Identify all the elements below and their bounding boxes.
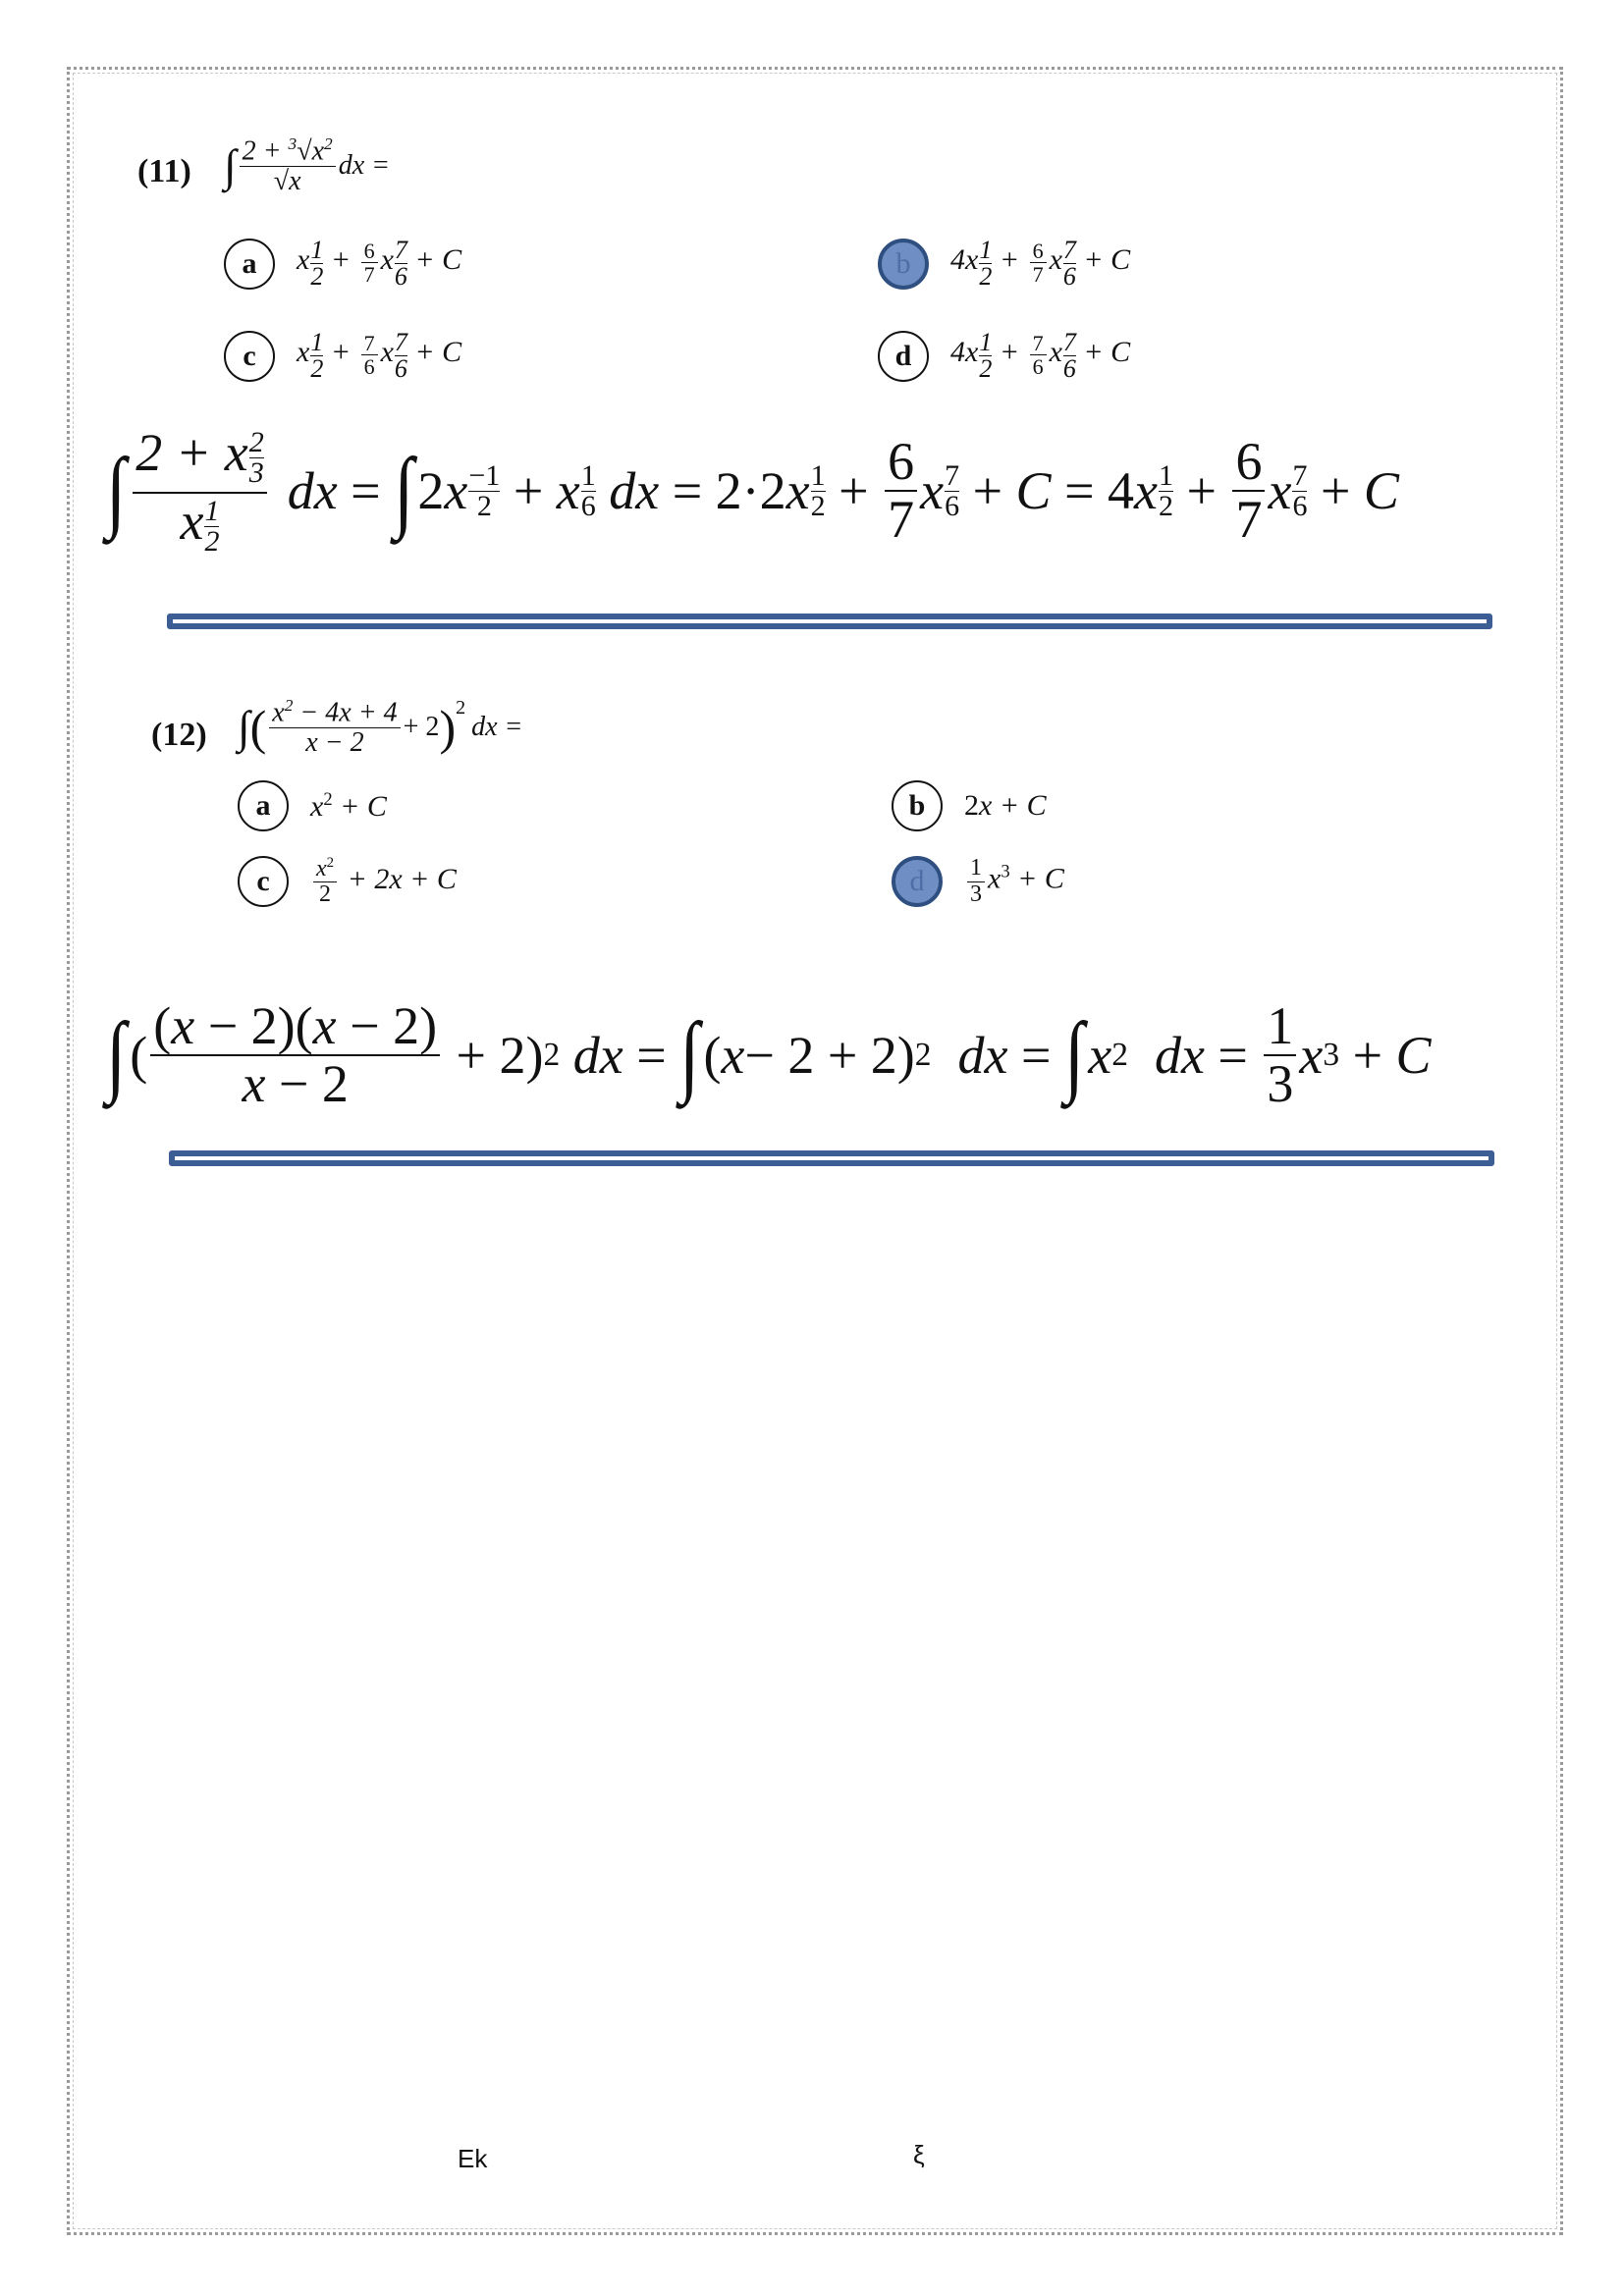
solution-12: ∫ ( $\frac{(x - 2)(x - 2)}{x - 2}$ + 2) 2 dx = ∫ ( x − 2 + 2) 2 dx = ∫ x 2 dx = $\frac{1}{3}$ x 3 + C [106,996,1432,1113]
option-expression: $x^2 + C$ [310,788,387,823]
option-expression: x $\frac{1}{2}$ + $\frac{7}{6}$ x $\frac{7}{6}$ + C [297,328,462,383]
option-expression: $\frac{1}{3}$ $x^3 + C$ [964,856,1064,906]
option-expression: x $\frac{1}{2}$ + $\frac{6}{7}$ x $\frac{7}{6}$ + C [297,236,462,291]
option-letter: b [878,239,929,290]
option-expression: $\frac{x^2}{2}$ + 2x + C [310,856,457,907]
solution-11: ∫ 2 + x $\frac{2}{3}$ x $\frac{1}{2}$ dx = ∫ 2 x −1 2 + x 1 6 dx = 2·2 x 1 2 + $\frac{6}{7}$ x 7 6 + C = 4 x 1 2 + $\frac{6}{7}$ x 7 6 + C [106,423,1399,558]
section-divider [167,614,1492,629]
option-11-b[interactable] [878,238,1130,290]
question-number: (12) [151,717,207,753]
question-number: (11) [137,153,191,189]
question-expression: ∫ ( $\frac{x^2 - 4x + 4}{x - 2}$ + 2 ) $^2$ dx = [238,696,523,758]
option-letter: c [224,331,275,382]
option-12-b[interactable] [892,780,1047,831]
option-letter: b [892,780,943,831]
option-letter: a [224,239,275,290]
option-12-a[interactable] [238,780,387,831]
option-expression: 4x $\frac{1}{2}$ + $\frac{7}{6}$ x $\frac{7}{6}$ + C [950,328,1131,383]
option-letter: d [878,331,929,382]
option-12-d[interactable] [892,856,1064,907]
option-11-a[interactable] [224,238,461,290]
option-11-d[interactable] [878,330,1130,382]
option-11-c[interactable] [224,330,461,382]
option-expression: 4x $\frac{1}{2}$ + $\frac{6}{7}$ x $\frac{7}{6}$ + C [950,236,1131,291]
option-letter: d [892,856,943,907]
option-letter: c [238,856,289,907]
option-12-c[interactable] [238,856,457,907]
footer-left-text: Ek [458,2144,488,2173]
section-divider [169,1150,1494,1166]
option-letter: a [238,780,289,831]
option-expression: 2x + C [964,789,1047,822]
question-expression: ∫ $\frac{2 + ^3√x^2}{√x}$ dx = [224,134,391,196]
footer-page-number: ξ [913,2140,925,2169]
